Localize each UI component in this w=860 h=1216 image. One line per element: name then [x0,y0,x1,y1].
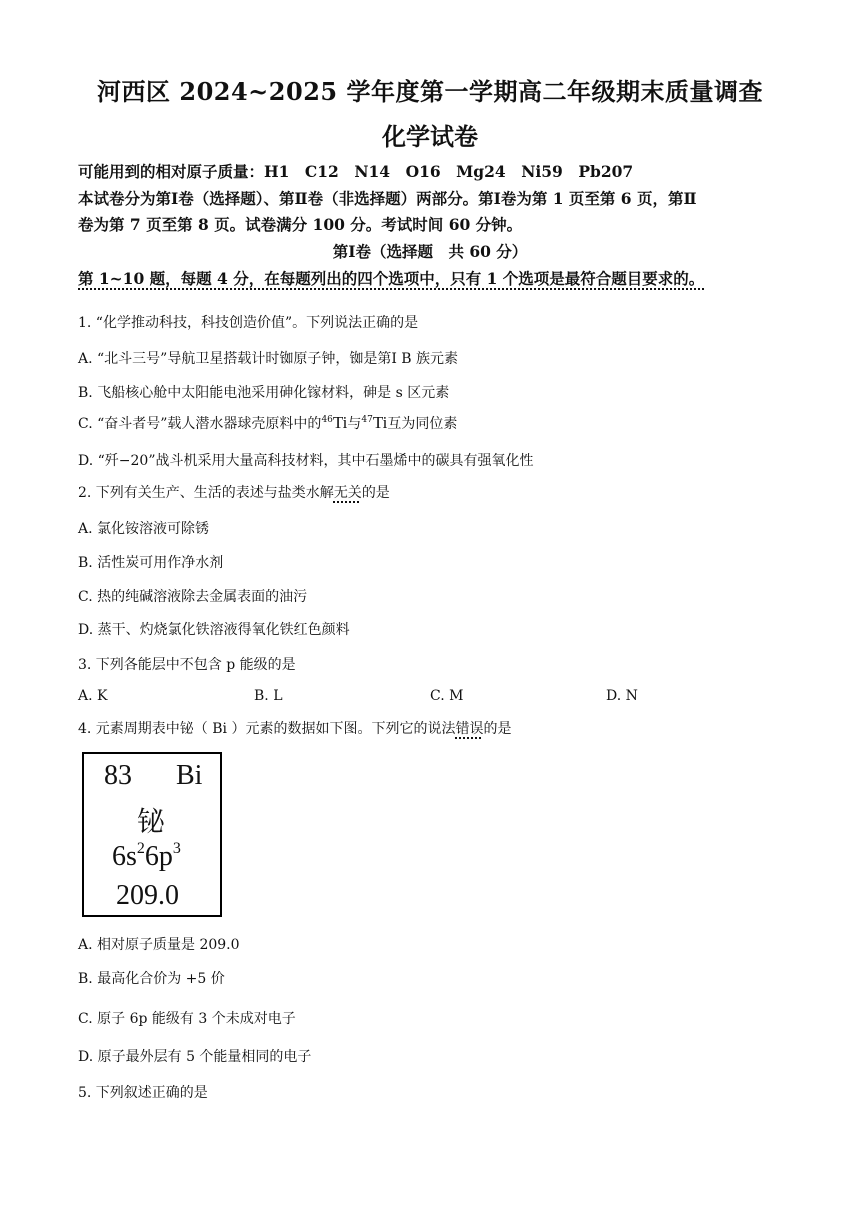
bismuth-element-card [82,752,222,917]
exam-title: 河西区 2024~2025 学年度第一学期高二年级期末质量调查 [97,77,763,106]
q1-option-d: D. “歼−20”战斗机采用大量高科技材料，其中石墨烯中的碳具有强氧化性 [78,453,534,469]
q3-option-a: A. K [78,688,108,704]
q2-stem [78,482,390,502]
q1-option-c-ti-2: Ti [372,413,388,432]
q2-option-a: A. 氯化铵溶液可除锈 [78,521,210,537]
q3-option-d: D. N [606,688,638,704]
q1-option-c-mid: 与 [347,416,362,432]
q1-stem: 1. “化学推动科技，科技创造价值”。下列说法正确的是 [78,315,419,331]
structure-line-1: 本试卷分为第Ⅰ卷（选择题）、第Ⅱ卷（非选择题）两部分。第Ⅰ卷为第 1 页至第 6 页，第Ⅱ [78,189,697,208]
element-atomic-mass: 209.0 [116,880,179,911]
config-6s: 6s [112,841,137,872]
q1-option-c-post: 互为同位素 [387,416,458,432]
q1-option-c-mass-46: 46 [321,415,333,425]
element-symbol: Bi [176,760,203,791]
instruction: 第 1~10 题，每题 4 分，在每题列出的四个选项中，只有 1 个选项是最符合题目要求的。 [78,269,705,288]
q2-option-c: C. 热的纯碱溶液除去金属表面的油污 [78,589,308,605]
q2-stem-emphasis: 无关 [333,485,362,501]
q1-option-c [78,413,457,433]
q4-stem-pre: 4. 元素周期表中铋（ Bi ）元素的数据如下图。下列它的说法 [78,721,456,737]
section-title: 第Ⅰ卷（选择题 共 60 分） [332,242,528,261]
element-atomic-number: 83 [104,760,132,791]
q2-stem-pre: 2. 下列有关生产、生活的表述与盐类水解 [78,485,334,501]
q1-option-c-pre: C. “奋斗者号”载人潜水器球壳原料中的 [78,416,322,432]
q4-option-a: A. 相对原子质量是 209.0 [78,937,240,953]
config-6s-exponent: 2 [136,840,145,857]
q4-option-b: B. 最高化合价为 +5 价 [78,971,225,987]
q3-option-c: C. M [430,688,464,704]
q1-option-c-mass-47: 47 [361,415,373,425]
structure-line-2: 卷为第 7 页至第 8 页。试卷满分 100 分。考试时间 60 分钟。 [78,215,523,234]
q2-option-d: D. 蒸干、灼烧氯化铁溶液得氧化铁红色颜料 [78,622,350,638]
config-6p-exponent: 3 [172,840,181,857]
q3-stem: 3. 下列各能层中不包含 p 能级的是 [78,657,296,673]
element-name: 铋 [137,807,166,838]
q2-stem-post: 的是 [361,485,390,501]
q3-options [78,688,778,708]
q4-stem-post: 的是 [483,721,512,737]
q4-option-c: C. 原子 6p 能级有 3 个未成对电子 [78,1011,296,1027]
q3-option-b: B. L [254,688,283,704]
q2-option-b: B. 活性炭可用作净水剂 [78,555,224,571]
q1-option-a: A. “北斗三号”导航卫星搭载计时铷原子钟，铷是第Ⅰ B 族元素 [78,351,459,367]
atomic-masses: 可能用到的相对原子质量：H1 C12 N14 O16 Mg24 Ni59 Pb207 [78,162,634,181]
q1-option-b: B. 飞船核心舱中太阳能电池采用砷化镓材料，砷是 s 区元素 [78,385,450,401]
q4-option-d: D. 原子最外层有 5 个能量相同的电子 [78,1049,312,1065]
q4-stem-emphasis: 错误 [455,721,484,737]
element-electron-config [112,840,181,873]
config-6p: 6p [144,841,173,872]
q4-stem [78,718,511,738]
q5-stem: 5. 下列叙述正确的是 [78,1085,208,1101]
q1-option-c-ti-1: Ti [332,413,348,432]
exam-subtitle: 化学试卷 [382,122,478,151]
